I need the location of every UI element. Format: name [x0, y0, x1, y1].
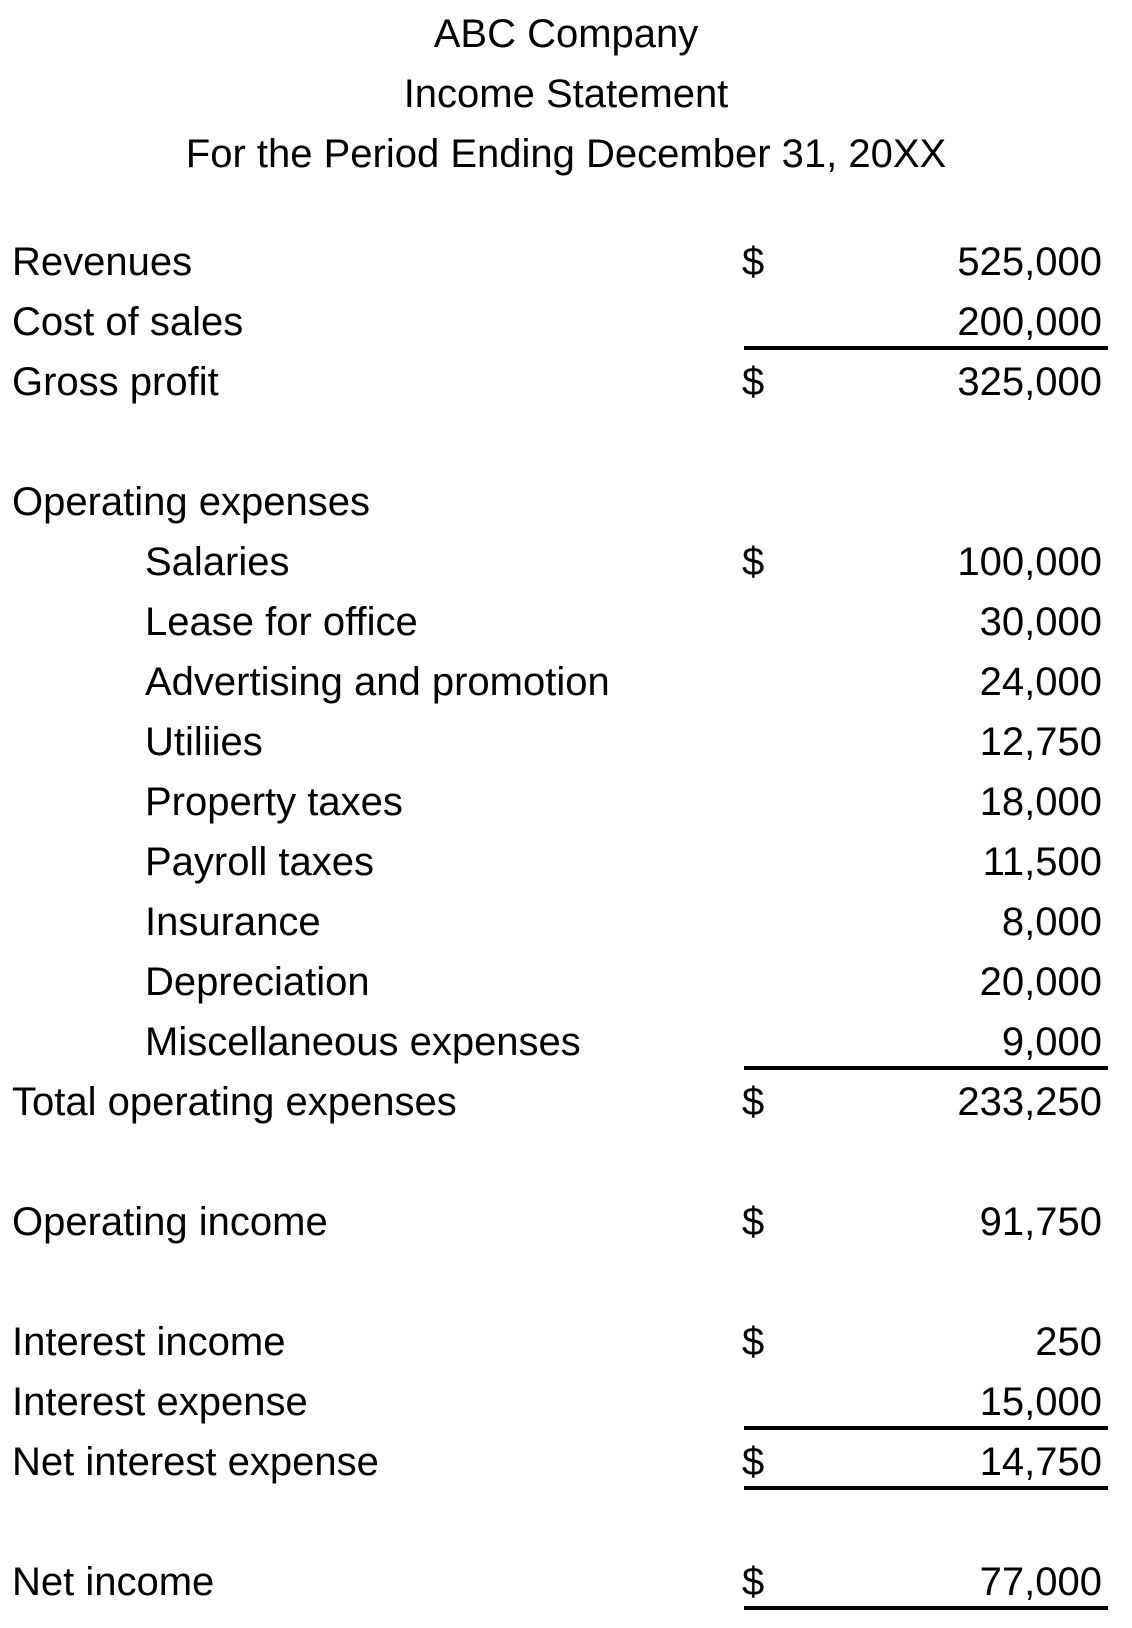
row-label: Insurance [145, 900, 321, 944]
row-net-income [0, 1552, 1132, 1612]
currency-symbol: $ [742, 360, 765, 404]
row-label: Operating income [12, 1200, 328, 1244]
row-amount: 14,750 [979, 1440, 1102, 1484]
row-label: Cost of sales [12, 300, 244, 344]
row-gross-profit [0, 352, 1132, 412]
row-revenues [0, 232, 1132, 292]
row-interest-expense [0, 1372, 1132, 1432]
row-amount: 100,000 [957, 540, 1102, 584]
spacer [0, 1492, 1132, 1552]
company-name: ABC Company [433, 12, 699, 56]
row-label: Miscellaneous expenses [145, 1020, 581, 1064]
row-utilities [0, 712, 1132, 772]
row-amount: 20,000 [979, 960, 1102, 1004]
row-amount: 77,000 [979, 1560, 1102, 1604]
subtotal-rule [744, 1066, 1108, 1070]
row-net-interest-expense [0, 1432, 1132, 1492]
subtotal-rule [744, 1426, 1108, 1430]
row-amount: 24,000 [979, 660, 1102, 704]
currency-symbol: $ [742, 1560, 765, 1604]
row-amount: 18,000 [979, 780, 1102, 824]
spacer [0, 1132, 1132, 1192]
row-payroll-taxes [0, 832, 1132, 892]
row-total-operating-expenses [0, 1072, 1132, 1132]
row-miscellaneous [0, 1012, 1132, 1072]
row-label: Interest income [12, 1320, 286, 1364]
statement-title: Income Statement [403, 72, 729, 116]
total-rule [744, 1606, 1108, 1610]
row-salaries [0, 532, 1132, 592]
row-amount: 8,000 [1001, 900, 1102, 944]
row-amount: 325,000 [957, 360, 1102, 404]
row-amount: 30,000 [979, 600, 1102, 644]
statement-header [0, 4, 1132, 184]
row-label: Salaries [145, 540, 290, 584]
row-insurance [0, 892, 1132, 952]
row-amount: 233,250 [957, 1080, 1102, 1124]
row-label: Lease for office [145, 600, 418, 644]
currency-symbol: $ [742, 1320, 765, 1364]
row-label: Net income [12, 1560, 215, 1604]
row-interest-income [0, 1312, 1132, 1372]
row-amount: 15,000 [979, 1380, 1102, 1424]
row-label: Net interest expense [12, 1440, 379, 1484]
row-label: Property taxes [145, 780, 403, 824]
row-label: Payroll taxes [145, 840, 374, 884]
row-label: Revenues [12, 240, 193, 284]
row-label: Gross profit [12, 360, 219, 404]
spacer [0, 1252, 1132, 1312]
row-label: Total operating expenses [12, 1080, 457, 1124]
row-amount: 91,750 [979, 1200, 1102, 1244]
row-amount: 525,000 [957, 240, 1102, 284]
currency-symbol: $ [742, 1440, 765, 1484]
row-operating-expenses-heading [0, 472, 1132, 532]
row-amount: 9,000 [1001, 1020, 1102, 1064]
row-advertising [0, 652, 1132, 712]
income-statement-table [0, 232, 1132, 1612]
row-cost-of-sales [0, 292, 1132, 352]
row-label: Utiliies [145, 720, 263, 764]
section-heading: Operating expenses [12, 480, 371, 524]
row-property-taxes [0, 772, 1132, 832]
row-amount: 200,000 [957, 300, 1102, 344]
row-operating-income [0, 1192, 1132, 1252]
currency-symbol: $ [742, 540, 765, 584]
currency-symbol: $ [742, 240, 765, 284]
spacer [0, 412, 1132, 472]
statement-period: For the Period Ending December 31, 20XX [185, 132, 947, 176]
row-amount: 250 [1035, 1320, 1102, 1364]
subtotal-rule [744, 346, 1108, 350]
row-label: Interest expense [12, 1380, 308, 1424]
row-depreciation [0, 952, 1132, 1012]
row-amount: 12,750 [979, 720, 1102, 764]
row-lease [0, 592, 1132, 652]
subtotal-rule [744, 1486, 1108, 1490]
row-label: Advertising and promotion [145, 660, 610, 704]
currency-symbol: $ [742, 1200, 765, 1244]
row-label: Depreciation [145, 960, 370, 1004]
row-amount: 11,500 [982, 840, 1102, 884]
currency-symbol: $ [742, 1080, 765, 1124]
